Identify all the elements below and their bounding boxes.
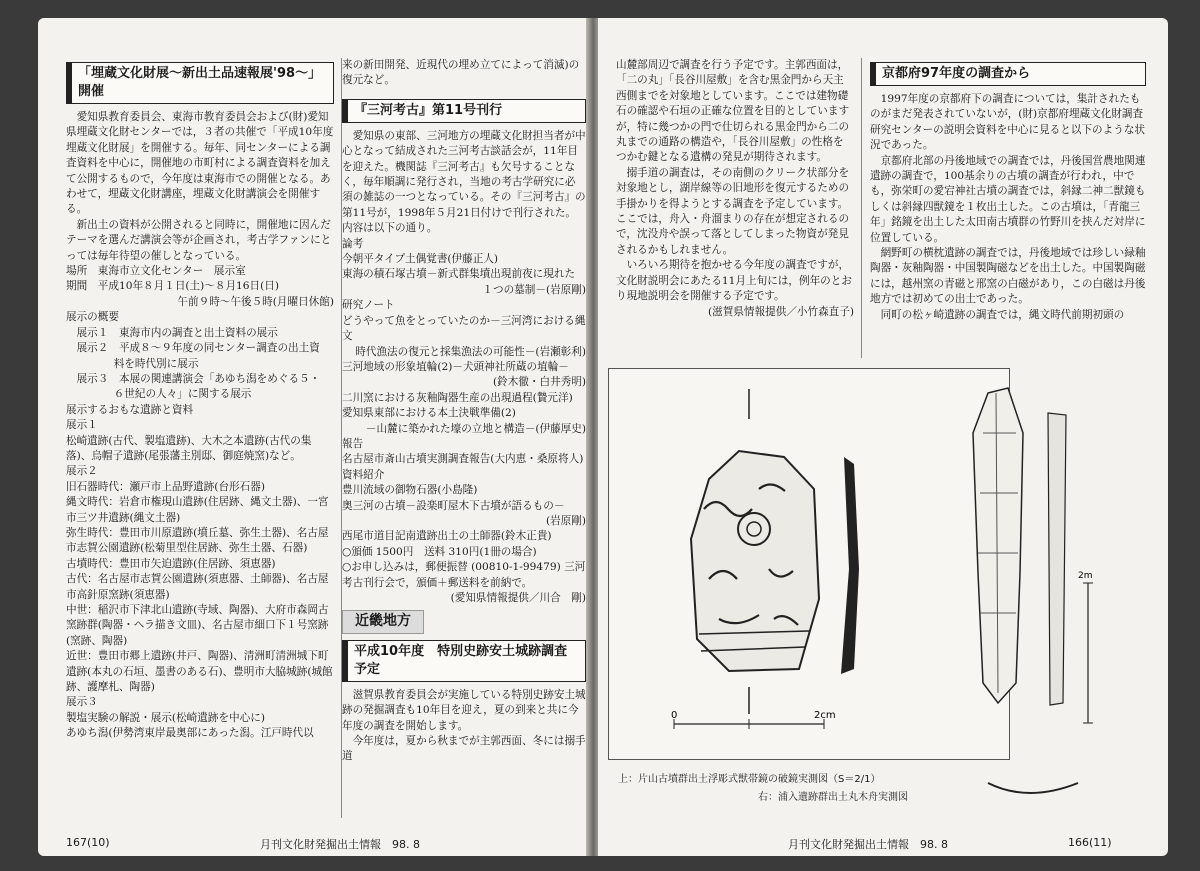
- canoe-drawing: [928, 373, 1158, 823]
- scale-2m-label: 2m: [1078, 571, 1093, 581]
- site-entry: 古代：名古屋市志賀公園遺跡(須恵器、土師器)、名古屋市高針原窯跡(須恵器): [66, 573, 329, 601]
- toc-line: 今朝平タイプ土偶覚書(伊藤正人): [342, 253, 499, 266]
- scale-2cm-label: 2cm: [814, 710, 836, 721]
- exhibit-label: 展示３: [66, 696, 98, 709]
- site-entry: 古墳時代：豊田市矢迫遺跡(住居跡、須恵器): [66, 557, 276, 570]
- paragraph: 滋賀県教育委員会が実施している特別史跡安土城跡の発掘調査も10年目を迎え，夏の到来と共に今年度の調査を開始します。: [342, 688, 586, 732]
- toc-line: (鈴木徹・白井秀明): [492, 376, 586, 389]
- figure-caption: 右：浦入遺跡群出土丸木舟実測図: [758, 792, 908, 803]
- right-column-1: [616, 58, 854, 320]
- place-line: 場所 東海市立文化センター 展示室: [66, 265, 246, 278]
- scale-zero-label: 0: [671, 710, 678, 721]
- left-page: [38, 18, 590, 856]
- site-entry: 中世：稲沢市下津北山遺跡(寺域、陶器)、大府市森岡古窯跡群(陶器・ヘラ描き文皿)、名古屋市細口下１号窯跡(窯跡、陶器): [66, 604, 329, 647]
- paragraph: いろいろ期待を抱かせる今年度の調査ですが，文化財説明会にあたる11月上旬には，例年のとおり現地説明会を開催する予定です。: [616, 259, 852, 303]
- page-number: 166(11): [1068, 836, 1112, 849]
- toc-line: 報告: [342, 437, 364, 450]
- toc-line: 資料紹介: [342, 468, 385, 481]
- toc-line: －山麓に築かれた壕の立地と構造－(伊藤厚史): [365, 422, 586, 435]
- article-heading: 『三河考古』第11号刊行: [342, 99, 586, 123]
- page-number: 167(10): [66, 836, 110, 849]
- toc-line: 愛知県東部における本土決戦準備(2): [342, 407, 516, 420]
- paragraph: 新出土の資料が公開されると同時に，開催地に因んだテーマを選んだ講演会等が企画され，考古学ファンにとっては毎年待望の催しとなっている。: [66, 218, 332, 262]
- toc-line: 研究ノート: [342, 299, 395, 312]
- site-entry: 松崎遺跡(古代、製塩遺跡)、大木之本遺跡(古代の集落)、烏帽子遺跡(尾張藩主別邸、御庭焼窯)など。: [66, 434, 312, 462]
- article-heading: 京都府97年度の調査から: [870, 62, 1146, 86]
- exhibit-line: 展示２ 平成８～９年度の同センター調査の出土資: [76, 342, 320, 355]
- price-line: ○頒価 1500円 送料 310円(1冊の場合): [342, 545, 537, 558]
- paragraph: 同町の松ヶ崎遺跡の調査では，縄文時代前期初頭の: [880, 308, 1125, 321]
- paragraph: 愛知県教育委員会、東海市教育委員会および(財)愛知県埋蔵文化財センターでは，３者の共催で「平成10年度埋蔵文化財展」を開催する。毎年、同センターによる調査資料を中心に，開催地の市町村による調査資料を加えて公開するもので，今年度は東海市での開催となる。あわせて，埋蔵文化財講座，埋蔵文化財講演会を開催する。: [66, 111, 334, 216]
- toc-line: 豊川流域の御物石器(小島隆): [342, 484, 478, 497]
- site-entry: 製塩実験の解説・展示(松崎遺跡を中心に): [66, 711, 265, 724]
- toc-line: (岩原剛): [545, 514, 586, 527]
- running-title: 月刊文化財発掘出土情報 98. 8: [260, 838, 420, 851]
- region-label: 近畿地方: [342, 610, 424, 633]
- toc-line: １つの墓制－(岩原剛): [482, 283, 586, 296]
- toc-line: どうやって魚をとっていたのか－三河湾における縄文: [342, 314, 586, 343]
- toc-line: 西尾市道目記南遺跡出土の土師器(鈴木正貴): [342, 530, 552, 543]
- site-entry: 旧石器時代：瀬戸市上品野遺跡(台形石器): [66, 480, 265, 493]
- exhibit-line: ６世紀の人々」に関する展示: [113, 388, 252, 401]
- toc-line: 名古屋市斎山古墳実測調査報告(大内恵・桑原将人): [342, 453, 584, 466]
- left-column-2: [342, 58, 586, 765]
- order-line: ○お申し込みは，郵便振替 (00810-1-99479) 三河考古刊行会で，頒価＋郵送料を前納で。: [342, 561, 586, 589]
- exhibit-line: 展示３ 本展の関連講演会「あゆち潟をめぐる５・: [76, 372, 321, 385]
- article-heading: 「埋蔵文化財展～新出土品速報展'98～」開催: [66, 62, 334, 104]
- column-rule: [861, 58, 862, 358]
- running-title: 月刊文化財発掘出土情報 98. 8: [788, 838, 948, 851]
- toc-line: 論考: [342, 237, 364, 250]
- paragraph: 網野町の横枕遺跡の調査では，丹後地域では珍しい緑釉陶器・灰釉陶器・中国製陶磁などを出土した。中国製陶磁には，越州窯の青磁と邢窯の白磁があり，この白磁は丹後地方では初めての出土であった。: [870, 247, 1146, 306]
- paragraph: 1997年度の京都府下の調査については，集計されたものがまだ発表されていないが，(財)京都府埋蔵文化財調査研究センターの説明会資料を中心に見ると以下のような状況であった。: [870, 93, 1146, 152]
- sites-label: 展示するおもな遺跡と資料: [66, 403, 194, 416]
- credit: (愛知県情報提供／川合 剛): [450, 592, 586, 604]
- credit: (滋賀県情報提供／小竹森直子): [708, 305, 854, 318]
- site-entry: 近世：豊田市郷上遺跡(井戸、陶器)、清洲町清洲城下町遺跡(本丸の石垣、墨書のある石)、豊明市大脇城跡(城館跡、護摩札、陶器): [66, 650, 333, 694]
- right-page: [598, 18, 1168, 856]
- site-entry: 縄文時代：岩倉市権現山遺跡(住居跡、縄文土器)、一宮市三ツ井遺跡(縄文土器): [66, 496, 329, 524]
- outline-label: 展示の概要: [66, 311, 119, 324]
- exhibit-label: 展示２: [66, 465, 98, 478]
- paragraph: 山麓部周辺で調査を行う予定です。主郭西面は，「二の丸」「長谷川屋敷」を含む黒金門から天主西側までを対象地としています。ここでは建物礎石の確認や石垣の正確な位置を目的としていますが，特に幾つかの門で仕切られる黒金門から二の丸までの通路の構造や，「長谷川屋敷」の性格をつかむ鍵となる遺構の発見が期待されます。: [616, 59, 850, 164]
- toc-line: 奥三河の古墳－設楽町屋木下古墳が語るもの－: [342, 499, 565, 512]
- period-hours: 午前９時～午後５時(月曜日休館): [177, 295, 334, 308]
- toc-line: 東海の積石塚古墳－新式群集墳出現前夜に現れた: [342, 268, 576, 281]
- toc-line: 二川窯における灰釉陶器生産の出現過程(贄元洋): [342, 391, 573, 404]
- site-entry: 弥生時代：豊田市川原遺跡(墳丘墓、弥生土器)、名古屋市志賀公園遺跡(松菊里型住居跡、弥生土器、石器): [66, 526, 329, 555]
- paragraph: 今年度は，夏から秋までが主郭西面、冬には搦手道: [342, 735, 586, 763]
- figure-caption: 上：片山古墳群出土浮彫式獣帯鏡の破鏡実測図（S＝2/1）: [618, 774, 881, 785]
- article-heading: 平成10年度 特別史跡安土城跡調査予定: [342, 640, 586, 682]
- paragraph: 京都府北部の丹後地域での調査では，丹後国営農地関連遺跡の調査で，100基余りの古墳の調査が行われ，中でも，弥栄町の愛宕神社古墳の調査では，斜縁二神二獣鏡もしくは斜縁四獣鏡を１枚出土した。この古墳は，「青龍三年」銘鏡を出土した太田南古墳群の竹野川を挟んだ対岸に位置している。: [870, 154, 1146, 244]
- exhibit-line: 展示１ 東海市内の調査と出土資料の展示: [76, 326, 278, 339]
- right-column-2: [870, 62, 1146, 323]
- paragraph: 搦手道の調査は，その南側のクリーク状部分を対象地とし，湖岸線等の旧地形を復元するための手掛かりを得ようとする調査を予定しています。ここでは，舟入・舟溜まりの存在が想定されるので，沈没舟や誤って落としてしまった物資が発見されるかもしれません。: [616, 166, 850, 256]
- paragraph: 来の新田開発、近現代の埋め立てによって消滅)の復元など。: [342, 59, 580, 87]
- left-column-1: [66, 62, 334, 742]
- toc-line: 三河地域の形象埴輪(2)－犬頭神社所蔵の埴輪－: [342, 360, 569, 373]
- toc-line: 時代漁法の復元と採集漁法の可能性－(岩瀬彰利): [355, 345, 586, 358]
- exhibit-label: 展示１: [66, 419, 98, 432]
- paragraph: 愛知県の東部、三河地方の埋蔵文化財担当者が中心となって結成された三河考古談話会が，11年目を迎えた。機関誌『三河考古』も欠号することなく，毎年順調に発行され，当地の考古学研究に必須の雑誌の一つとなっている。その『三河考古』の第11号が，1998年５月21日付けで刊行された。内容は以下の通り。: [342, 129, 586, 235]
- exhibit-line: 料を時代別に展示: [113, 357, 199, 370]
- site-entry: あゆち潟(伊勢湾東岸最奥部にあった潟。江戸時代以: [66, 727, 314, 740]
- period-line: 期間 平成10年８月１日(土)～８月16日(日): [66, 280, 279, 293]
